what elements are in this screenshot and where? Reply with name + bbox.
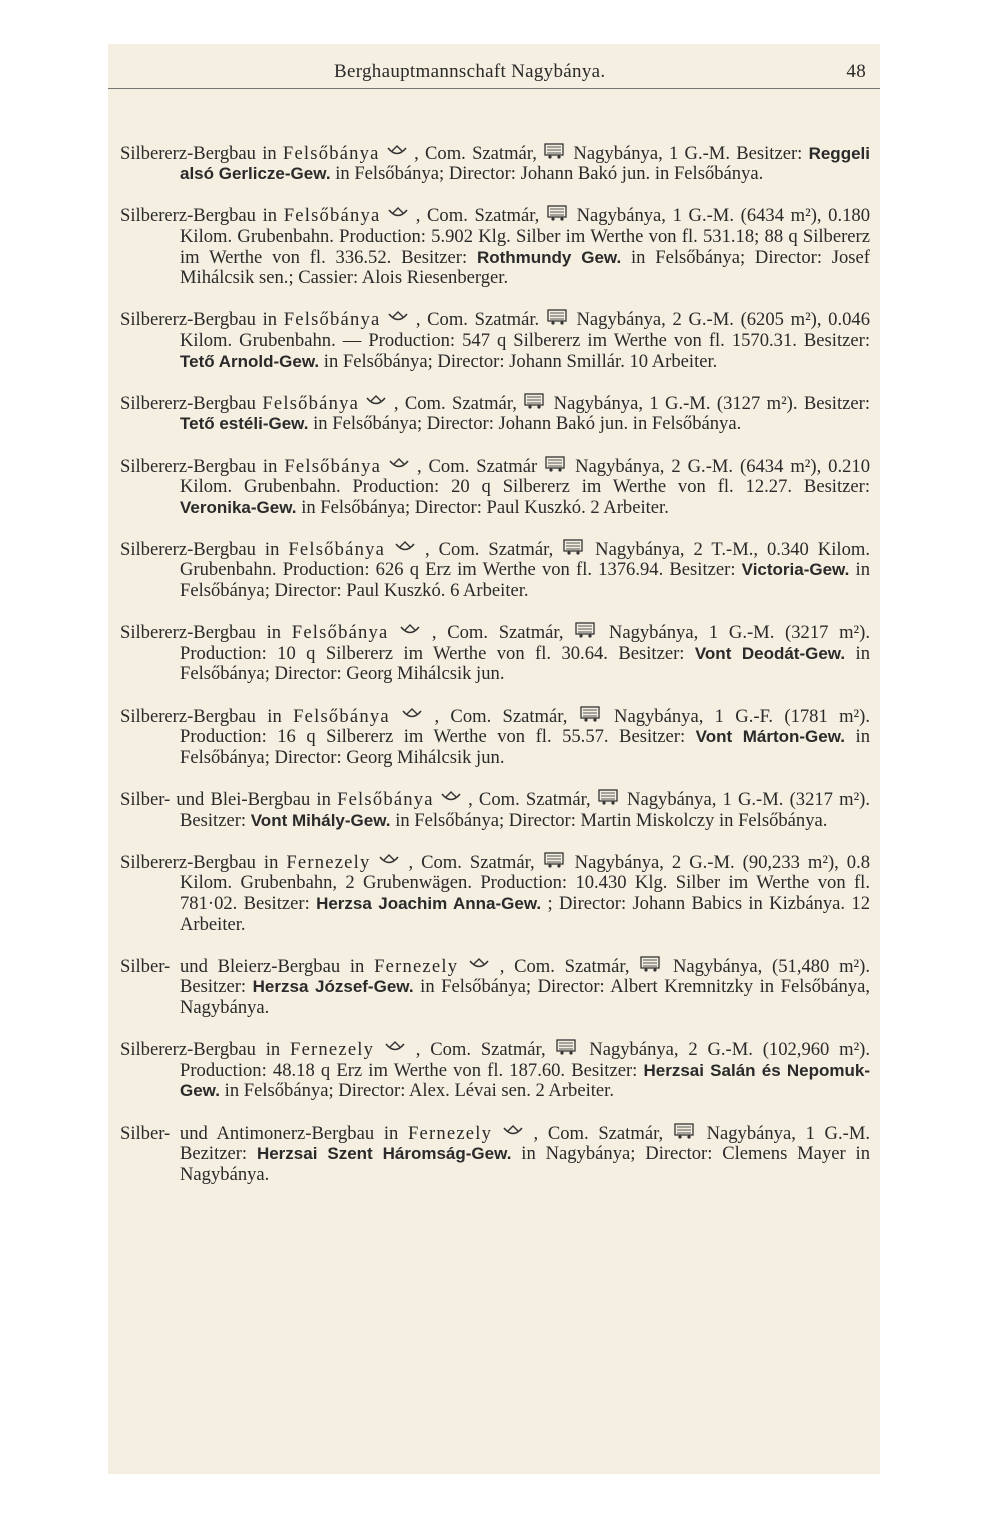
entry-county: , Com. Szatmár, [393,392,524,414]
entry-details: Nagybánya, 2 G.-M. (102,960 m²). Production: 48.18 q Erz im Werthe von fl. 187.60. Besitzer: [180,1039,871,1081]
post-office-icon [394,541,416,555]
page-title: Berghauptmannschaft Nagybánya. [334,61,606,82]
post-office-icon [378,854,400,868]
railway-station-icon [555,1037,579,1055]
mine-entry-8 [120,704,870,769]
railway-station-icon [562,537,586,555]
entry-county: , Com. Szatmár, [431,622,575,644]
entry-location: Fernezely [374,955,459,977]
entry-county: , Com. Szatmár, [408,851,543,873]
railway-station-icon [639,954,663,972]
entry-owner: Herzsai Szent Háromság-Gew. [256,1144,512,1164]
entry-type: Silbererz-Bergbau in [120,851,287,873]
railway-station-icon [544,454,568,472]
railway-station-icon [546,203,570,221]
entry-details: Nagybánya, 1 G.-M. Bezitzer: [180,1122,871,1165]
entry-county: , Com. Szatmár, [434,705,579,727]
entry-location: Felsőbánya [291,622,389,644]
post-office-icon [386,145,408,159]
entry-owner: Victoria-Gew. [741,560,850,580]
entry-director: in Felsőbánya; Director: Albert Kremnitzky in Felsőbánya, Nagybánya. [180,976,870,1018]
entry-director: in Felsőbánya; Director: Johann Bakó jun. in Felsőbánya. [313,413,742,435]
entry-county: , Com. Szatmár, [499,955,640,977]
entry-details: Nagybánya, 1 G.-M. (3217 m²). Production: 10 q Silbererz im Werthe von fl. 30.64. Besitzer: [180,622,870,664]
post-office-icon [468,958,490,972]
railway-station-icon [523,391,547,409]
post-office-icon [365,395,387,409]
entry-director: in Felsőbánya; Director: Georg Mihálcsik jun. [180,642,870,685]
entry-details: Nagybánya, 1 G.-M. (3217 m²). Besitzer: [180,789,871,831]
entry-county: , Com. Szatmár. [415,309,546,331]
entry-location: Felsőbánya [288,538,386,560]
mine-entry-13 [120,1121,870,1186]
entry-type: Silbererz-Bergbau in [120,622,292,644]
entry-county: , Com. Szatmár [416,455,545,477]
entry-location: Felsőbánya [282,142,380,164]
post-office-icon [502,1125,524,1139]
railway-station-icon [543,850,567,868]
entry-details: Nagybánya, 2 G.-M. (90,233 m²), 0.8 Kilom. Grubenbahn, 2 Grubenwägen. Production: 10.430 Klg. Silber im Werthe von fl. 781·02. Besitzer: [180,851,871,914]
entry-location: Felsőbánya [337,789,434,810]
entry-county: , Com. Szatmár, [415,1039,556,1061]
mine-entry-7 [120,620,870,685]
mine-entry-list [120,122,870,1204]
entry-details: Nagybánya, 1 G.-M. (6434 m²), 0.180 Kilom. Grubenbahn. Production: 5.902 Klg. Silber im Werthe von fl. 531.18; 88 q Silbererz im Werthe von fl. 336.52. Besitzer: [180,205,871,268]
entry-details: Nagybánya, 1 G.-M. (3127 m²). Besitzer: [553,392,870,414]
page-header [108,58,880,89]
entry-location: Felsőbánya [283,309,381,331]
railway-station-icon [597,787,621,805]
entry-type: Silber- und Bleierz-Bergbau in [120,955,375,977]
entry-owner: Vont Márton-Gew. [695,727,846,747]
mine-entry-10 [120,850,870,935]
entry-details: Nagybánya, 1 G.-F. (1781 m²). Production: 16 q Silbererz im Werthe von fl. 55.57. Besitzer: [180,705,870,748]
entry-location: Felsőbánya [293,705,390,727]
entry-director: in Felsőbánya; Director: Paul Kuszkó. 6 Arbeiter. [180,559,870,602]
mine-entry-11 [120,954,870,1019]
post-office-icon [399,624,421,638]
entry-type: Silbererz-Bergbau [120,392,263,414]
railway-station-icon [579,704,603,722]
mine-entry-6 [120,537,870,602]
mine-entry-3 [120,307,870,372]
railway-station-icon [543,141,567,159]
entry-director: in Felsőbánya; Director: Martin Miskolczy in Felsőbánya. [395,809,828,831]
entry-details: Nagybánya, 2 T.-M., 0.340 Kilom. Grubenbahn. Production: 626 q Erz im Werthe von fl. 1376.94. Besitzer: [180,538,870,581]
railway-station-icon [546,307,570,325]
mine-entry-1 [120,141,870,185]
entry-type: Silbererz-Bergbau in [120,455,285,477]
entry-county: , Com. Szatmár, [533,1122,673,1144]
entry-director: in Felsőbánya; Director: Johann Smillár. 10 Arbeiter. [323,350,718,372]
page-number: 48 [846,61,866,82]
post-office-icon [387,207,409,221]
mine-entry-9 [120,787,870,831]
entry-director: in Felsőbánya; Director: Georg Mihálcsik jun. [180,726,870,768]
entry-county: , Com. Szatmár, [468,789,597,810]
entry-owner: Tető Arnold-Gew. [180,351,320,371]
entry-director: in Nagybánya; Director: Clemens Mayer in Nagybánya. [180,1143,870,1185]
document-page [108,44,880,1474]
entry-location: Felsőbánya [284,455,382,477]
entry-type: Silbererz-Bergbau in [120,142,283,164]
mine-entry-12 [120,1037,870,1102]
entry-owner: Vont Mihály-Gew. [250,810,391,830]
entry-director: in Felsőbánya; Director: Johann Bakó jun. in Felsőbánya. [335,163,764,185]
entry-type: Silbererz-Bergbau in [120,538,289,560]
entry-owner: Tető estéli-Gew. [180,414,309,434]
railway-station-icon [673,1121,697,1139]
entry-owner: Herzsa József-Gew. [252,977,414,997]
entry-owner: Herzsa Joachim Anna-Gew. [316,893,542,913]
railway-station-icon [574,620,598,638]
entry-details: Nagybánya, 2 G.-M. (6434 m²), 0.210 Kilom. Grubenbahn. Production: 20 q Silbererz im Werthe von fl. 12.27. Besitzer: [180,455,871,498]
entry-director: ; Director: Johann Babics in Kizbánya. 12 Arbeiter. [180,892,870,935]
entry-county: , Com. Szatmár, [414,142,544,164]
mine-entry-4 [120,391,870,435]
entry-owner: Reggeli alsó Gerlicze-Gew. [180,143,870,184]
entry-type: Silber- und Antimonerz-Bergbau in [120,1122,408,1144]
entry-location: Fernezely [290,1039,375,1061]
post-office-icon [388,458,410,472]
post-office-icon [440,791,462,805]
entry-type: Silbererz-Bergbau in [120,309,284,331]
entry-details: Nagybánya, 2 G.-M. (6205 m²), 0.046 Kilom. Grubenbahn. — Production: 547 q Silbererz im Werthe von fl. 1570.31. Besitzer: [180,309,870,351]
entry-details: Nagybánya, 1 G.-M. Besitzer: [573,142,809,164]
mine-entry-5 [120,454,870,519]
entry-director: in Felsőbánya; Director: Josef Mihálcsik sen.; Cassier: Alois Riesenberger. [180,246,870,289]
entry-location: Fernezely [407,1122,493,1144]
entry-director: in Felsőbánya; Director: Paul Kuszkó. 2 Arbeiter. [301,496,669,518]
entry-owner: Veronika-Gew. [180,497,297,517]
entry-details: Nagybánya, (51,480 m²). Besitzer: [180,955,870,998]
entry-location: Felsőbánya [262,392,360,414]
post-office-icon [387,311,409,325]
entry-location: Fernezely [286,851,371,873]
entry-director: in Felsőbánya; Director: Alex. Lévai sen. 2 Arbeiter. [224,1080,614,1102]
entry-type: Silbererz-Bergbau in [120,1039,291,1061]
entry-owner: Rothmundy Gew. [476,247,622,267]
entry-county: , Com. Szatmár, [425,538,563,560]
entry-type: Silbererz-Bergbau in [120,705,294,727]
post-office-icon [384,1041,406,1055]
entry-owner: Vont Deodát-Gew. [694,643,846,663]
entry-location: Felsőbánya [283,205,381,227]
entry-type: Silbererz-Bergbau in [120,205,284,227]
entry-owner: Herzsai Salán és Nepomuk-Gew. [180,1060,870,1101]
mine-entry-2 [120,203,870,288]
entry-county: , Com. Szatmár, [415,205,546,227]
entry-type: Silber- und Blei-Bergbau in [120,789,338,810]
post-office-icon [401,708,423,722]
